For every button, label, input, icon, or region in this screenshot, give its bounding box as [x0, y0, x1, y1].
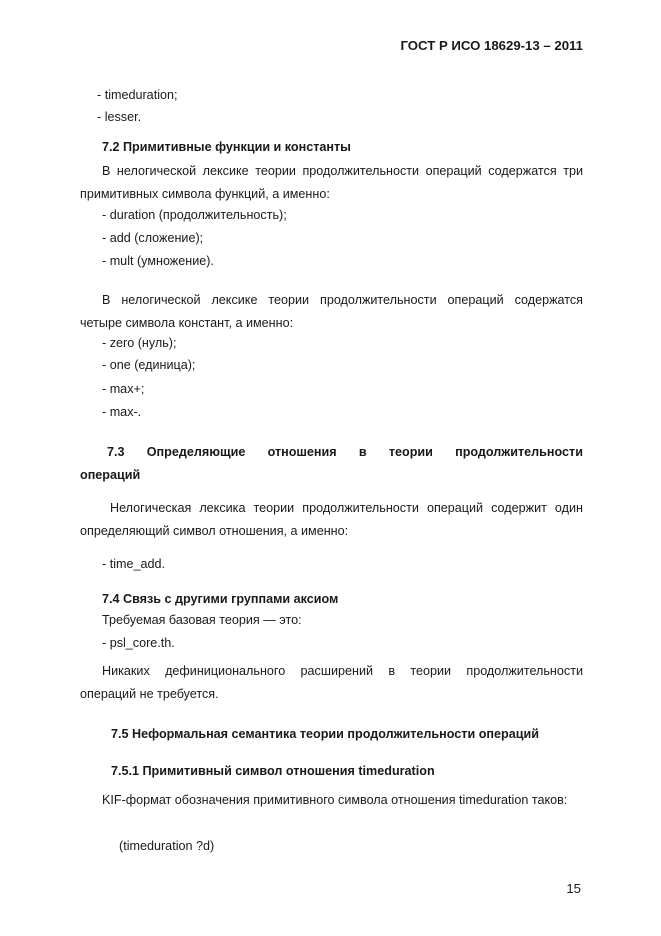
section-heading-7-2: 7.2 Примитивные функции и константы [102, 140, 351, 154]
paragraph-functions-intro [80, 160, 583, 206]
list-item: - timeduration; [97, 88, 178, 102]
code-expression: (timeduration ?d) [119, 839, 215, 853]
paragraph-defining-relation [80, 497, 583, 543]
paragraph-kif-format [80, 789, 583, 812]
list-item: - one (единица); [102, 358, 196, 372]
paragraph-text: Нелогическая лексика теории продолжительности операций содержит один определяющий символ отношения, а именно: [80, 501, 583, 538]
list-item: - max+; [102, 382, 145, 396]
paragraph-constants-intro [80, 289, 583, 335]
list-item: - zero (нуль); [102, 336, 177, 350]
section-heading-7-4: 7.4 Связь с другими группами аксиом [102, 592, 339, 606]
heading-word: 7.3 [107, 445, 125, 459]
list-item: - time_add. [102, 557, 165, 571]
heading-word: Определяющие [146, 445, 246, 459]
section-heading-7-5: 7.5 Неформальная семантика теории продолжительности операций [111, 727, 539, 741]
heading-word: отношения [267, 445, 337, 459]
page-number: 15 [566, 881, 581, 896]
list-item: - max-. [102, 405, 142, 419]
paragraph-text: В нелогической лексике теории продолжительности операций содержатся три примитивных символа функций, а именно: [80, 164, 583, 201]
standard-code-header: ГОСТ Р ИСО 18629-13 – 2011 [400, 38, 583, 53]
paragraph-no-extensions [80, 660, 583, 706]
section-heading-7-3 [107, 445, 583, 459]
paragraph-text: Никаких дефиниционального расширений в теории продолжительности операций не требуется. [80, 664, 583, 701]
list-item: - add (сложение); [102, 231, 204, 245]
list-item: - psl_core.th. [102, 636, 175, 650]
heading-word: в [358, 445, 367, 459]
heading-word: продолжительности [455, 445, 583, 459]
list-item: - lesser. [97, 110, 142, 124]
list-item: - duration (продолжительность); [102, 208, 287, 222]
paragraph-text: Требуемая базовая теория — это: [102, 613, 302, 627]
list-item: - mult (умножение). [102, 254, 214, 268]
section-heading-7-5-1: 7.5.1 Примитивный символ отношения timeduration [111, 764, 435, 778]
section-heading-7-3-continued: операций [80, 468, 141, 482]
paragraph-text: KIF-формат обозначения примитивного символа отношения timeduration таков: [102, 793, 568, 807]
paragraph-text: В нелогической лексике теории продолжительности операций содержатся четыре символа констант, а именно: [80, 293, 583, 330]
heading-word: теории [388, 445, 433, 459]
